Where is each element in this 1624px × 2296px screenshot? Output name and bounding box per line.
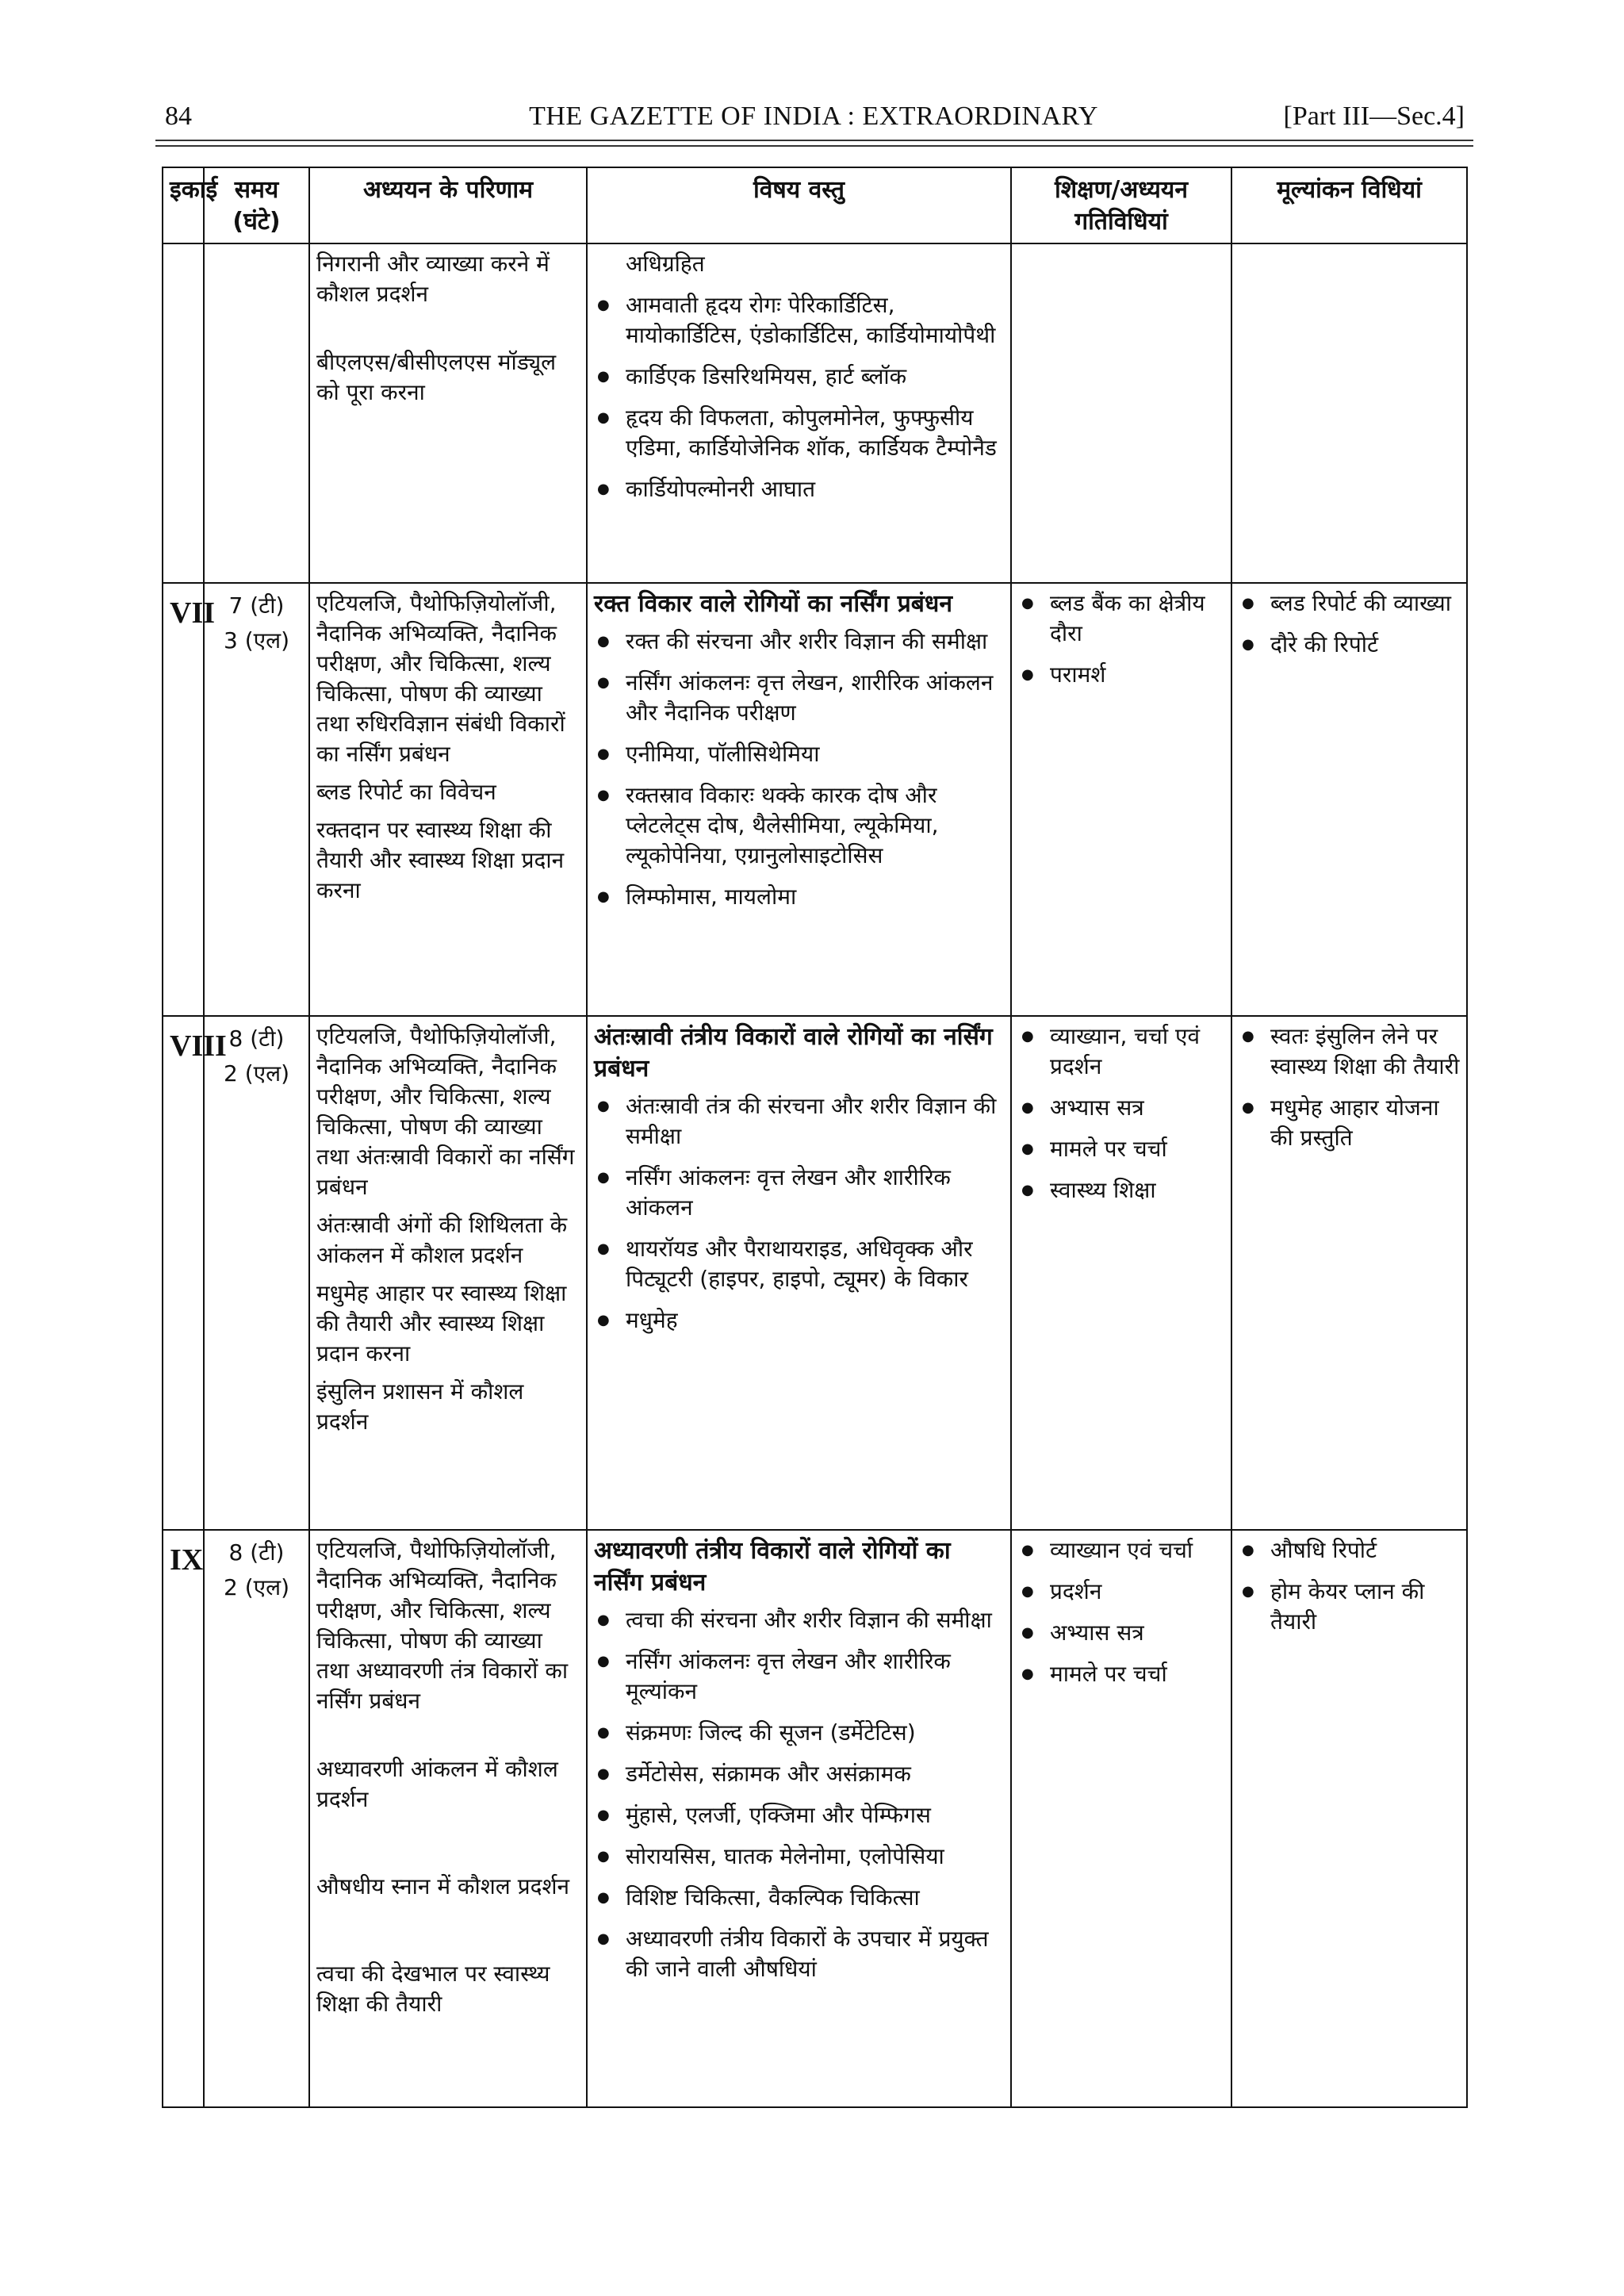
list-item: ● औषधि रिपोर्ट	[1239, 1535, 1460, 1566]
list-item: ● नर्सिंग आंकलनः वृत्त लेखन और शारीरिक मूल्यांकन	[594, 1646, 1004, 1707]
table-header-row	[163, 167, 1467, 243]
header-rule	[155, 145, 1473, 147]
unit-cell: VII	[163, 583, 204, 1016]
table-row	[163, 583, 1467, 1016]
outcome-text: एटियलजि, पैथोफिज़ियोलॉजी, नैदानिक अभिव्यक्ति, नैदानिक परीक्षण, और चिकित्सा, शल्य चिकित्सा, पोषण की व्याख्या तथा रुधिरविज्ञान संबंधी विकारों का नर्सिंग प्रबंधन	[316, 590, 565, 767]
list-item: ● होम केयर प्लान की तैयारी	[1239, 1577, 1460, 1637]
list-item: ● स्वास्थ्य शिक्षा	[1018, 1175, 1224, 1205]
time-theory: 8 (टी)	[228, 1025, 285, 1052]
syllabus-table	[162, 167, 1468, 2108]
list-item: ● विशिष्ट चिकित्सा, वैकल्पिक चिकित्सा	[594, 1883, 1004, 1913]
outcome-text: बीएलएस/बीसीएलएस मॉड्यूल को पूरा करना	[316, 349, 557, 405]
list-item: ● रक्त की संरचना और शरीर विज्ञान की समीक्षा	[594, 627, 1004, 657]
list-item: ● मामले पर चर्चा	[1018, 1659, 1224, 1689]
content-cell	[587, 1530, 1011, 2107]
unit-cell	[163, 243, 204, 583]
outcomes-cell	[309, 1530, 587, 2107]
outcome-text: एटियलजि, पैथोफिज़ियोलॉजी, नैदानिक अभिव्यक्ति, नैदानिक परीक्षण, और चिकित्सा, शल्य चिकित्सा, पोषण की व्याख्या तथा अंतःस्रावी विकारों का नर्सिंग प्रबंधन	[316, 1023, 575, 1200]
part-section: [Part III—Sec.4]	[1283, 102, 1465, 131]
time-theory: 7 (टी)	[228, 592, 285, 619]
list-item: ● व्याख्यान, चर्चा एवं प्रदर्शन	[1018, 1022, 1224, 1082]
list-item: ● नर्सिंग आंकलनः वृत्त लेखन, शारीरिक आंकलन और नैदानिक परीक्षण	[594, 668, 1004, 728]
list-item: ● स्वतः इंसुलिन लेने पर स्वास्थ्य शिक्षा की तैयारी	[1239, 1022, 1460, 1082]
list-item: ● रक्तस्राव विकारः थक्के कारक दोष और प्लेटलेट्स दोष, थैलेसीमिया, ल्यूकेमिया, ल्यूकोपेनिया, एग्रानुलोसाइटोसिस	[594, 780, 1004, 871]
unit-cell: IX	[163, 1530, 204, 2107]
evaluation-cell	[1231, 243, 1467, 583]
list-item: ● मुंहासे, एलर्जी, एक्जिमा और पेम्फिगस	[594, 1800, 1004, 1830]
column-header-content: विषय वस्तु	[587, 167, 1011, 243]
list-item: ● आमवाती हृदय रोगः पेरिकार्डिटिस, मायोकार्डिटिस, एंडोकार्डिटिस, कार्डियोमायोपैथी	[594, 290, 1004, 351]
activities-cell	[1011, 583, 1231, 1016]
list-item: ● सोरायसिस, घातक मेलेनोमा, एलोपेसिया	[594, 1842, 1004, 1872]
list-item: ● प्रदर्शन	[1018, 1577, 1224, 1607]
list-item: ● कार्डियोपल्मोनरी आघात	[594, 474, 1004, 504]
outcome-text: ब्लड रिपोर्ट का विवेचन	[316, 779, 496, 805]
list-item: ● नर्सिंग आंकलनः वृत्त लेखन और शारीरिक आंकलन	[594, 1163, 1004, 1223]
header-rule	[155, 140, 1473, 141]
list-item: ● अंतःस्रावी तंत्र की संरचना और शरीर विज्ञान की समीक्षा	[594, 1091, 1004, 1152]
unit-cell: VIII	[163, 1016, 204, 1530]
list-item: ● अध्यावरणी तंत्रीय विकारों के उपचार में प्रयुक्त की जाने वाली औषधियां	[594, 1924, 1004, 1984]
table-row	[163, 243, 1467, 583]
table-row	[163, 1530, 1467, 2107]
content-lead: अधिग्रहित	[626, 251, 705, 277]
evaluation-cell	[1231, 583, 1467, 1016]
list-item: ● ब्लड बैंक का क्षेत्रीय दौरा	[1018, 588, 1224, 649]
column-header-outcomes: अध्ययन के परिणाम	[309, 167, 587, 243]
list-item: ● थायरॉयड और पैराथायराइड, अधिवृक्क और पिट्यूटरी (हाइपर, हाइपो, ट्यूमर) के विकार	[594, 1234, 1004, 1294]
time-cell	[204, 1016, 309, 1530]
list-item: ● मधुमेह आहार योजना की प्रस्तुति	[1239, 1093, 1460, 1153]
page-number: 84	[165, 102, 192, 131]
list-item: ● एनीमिया, पॉलीसिथेमिया	[594, 739, 1004, 769]
outcome-text: निगरानी और व्याख्या करने में कौशल प्रदर्शन	[316, 251, 550, 307]
time-cell	[204, 1530, 309, 2107]
outcome-text: अध्यावरणी आंकलन में कौशल प्रदर्शन	[316, 1756, 558, 1812]
list-item: ● दौरे की रिपोर्ट	[1239, 630, 1460, 660]
evaluation-cell	[1231, 1530, 1467, 2107]
content-cell	[587, 243, 1011, 583]
time-theory: 8 (टी)	[228, 1539, 285, 1566]
time-cell	[204, 243, 309, 583]
content-cell	[587, 583, 1011, 1016]
content-cell	[587, 1016, 1011, 1530]
time-lab: 3 (एल)	[223, 627, 290, 654]
list-item: ● हृदय की विफलता, कोपुलमोनेल, फुफ्फुसीय एडिमा, कार्डियोजेनिक शॉक, कार्डियक टैम्पोनैड	[594, 403, 1004, 463]
list-item: ● अभ्यास सत्र	[1018, 1093, 1224, 1123]
list-item: ● लिम्फोमास, मायलोमा	[594, 882, 1004, 912]
time-lab: 2 (एल)	[223, 1574, 290, 1600]
column-header-unit: इकाई	[163, 167, 204, 243]
outcome-text: मधुमेह आहार पर स्वास्थ्य शिक्षा की तैयारी और स्वास्थ्य शिक्षा प्रदान करना	[316, 1280, 567, 1366]
list-item: ● मामले पर चर्चा	[1018, 1134, 1224, 1164]
list-item: ● त्वचा की संरचना और शरीर विज्ञान की समीक्षा	[594, 1605, 1004, 1635]
list-item: ● व्याख्यान एवं चर्चा	[1018, 1535, 1224, 1566]
list-item: ● अभ्यास सत्र	[1018, 1618, 1224, 1648]
content-heading: रक्त विकार वाले रोगियों का नर्सिंग प्रबंधन	[594, 590, 953, 618]
time-cell	[204, 583, 309, 1016]
list-item: ● डर्मेटोसेस, संक्रामक और असंक्रामक	[594, 1759, 1004, 1789]
list-item: ● ब्लड रिपोर्ट की व्याख्या	[1239, 588, 1460, 619]
outcomes-cell	[309, 243, 587, 583]
list-item: ● मधुमेह	[594, 1305, 1004, 1336]
evaluation-cell	[1231, 1016, 1467, 1530]
outcome-text: अंतःस्रावी अंगों की शिथिलता के आंकलन में कौशल प्रदर्शन	[316, 1212, 568, 1268]
outcome-text: इंसुलिन प्रशासन में कौशल प्रदर्शन	[316, 1378, 524, 1435]
table-row	[163, 1016, 1467, 1530]
time-lab: 2 (एल)	[223, 1060, 290, 1087]
list-item: ● परामर्श	[1018, 660, 1224, 690]
outcome-text: रक्तदान पर स्वास्थ्य शिक्षा की तैयारी और स्वास्थ्य शिक्षा प्रदान करना	[316, 817, 565, 903]
list-item: ● संक्रमणः जिल्द की सूजन (डर्मेटेटिस)	[594, 1718, 1004, 1748]
content-heading: अंतःस्रावी तंत्रीय विकारों वाले रोगियों का नर्सिंग प्रबंधन	[594, 1023, 993, 1083]
outcomes-cell	[309, 1016, 587, 1530]
content-heading: अध्यावरणी तंत्रीय विकारों वाले रोगियों का नर्सिंग प्रबंधन	[594, 1537, 951, 1596]
outcomes-cell	[309, 583, 587, 1016]
list-item: ● कार्डिएक डिसरिथमियस, हार्ट ब्लॉक	[594, 362, 1004, 392]
gazette-title: THE GAZETTE OF INDIA : EXTRAORDINARY	[529, 102, 1098, 131]
outcome-text: एटियलजि, पैथोफिज़ियोलॉजी, नैदानिक अभिव्यक्ति, नैदानिक परीक्षण, और चिकित्सा, शल्य चिकित्सा, पोषण की व्याख्या तथा अध्यावरणी तंत्र विकारों का नर्सिंग प्रबंधन	[316, 1537, 569, 1714]
outcome-text: त्वचा की देखभाल पर स्वास्थ्य शिक्षा की तैयारी	[316, 1961, 550, 2017]
page-header	[163, 97, 1465, 136]
activities-cell	[1011, 1530, 1231, 2107]
column-header-time: समय (घंटे)	[204, 167, 309, 243]
column-header-activities: शिक्षण/अध्ययन गतिविधियां	[1011, 167, 1231, 243]
outcome-text: औषधीय स्नान में कौशल प्रदर्शन	[316, 1873, 570, 1899]
column-header-evaluation: मूल्यांकन विधियां	[1231, 167, 1467, 243]
activities-cell	[1011, 1016, 1231, 1530]
activities-cell	[1011, 243, 1231, 583]
